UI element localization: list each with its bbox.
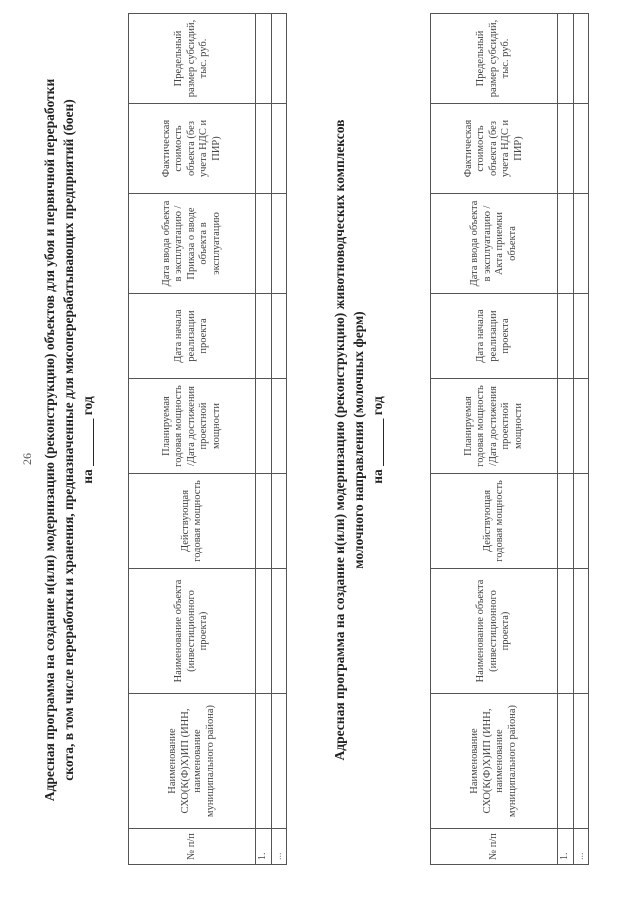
- column-header: Предельный размер субсидий, тыс. руб.: [129, 14, 256, 104]
- section2-title-line3: на _______ год: [370, 396, 385, 484]
- page-number: 26: [20, 453, 34, 465]
- section2-title-line1: Адресная программа на создание и(или) модернизацию (реконструкцию) животноводческих комплексов: [332, 119, 347, 761]
- column-header: Наименование СХО(К(Ф)Х)ИП (ИНН, наименование муниципального района): [431, 694, 558, 829]
- table-row: [256, 14, 272, 865]
- section1-heading: [40, 35, 97, 845]
- column-header: Действующая годовая мощность: [129, 474, 256, 569]
- section2-title-line2: молочного направления (молочных ферм): [351, 311, 366, 569]
- row-number: ...: [573, 829, 589, 865]
- column-header: Фактическая стоимость объекта (без учета НДС и ПИР): [431, 104, 558, 194]
- column-header: Дата ввода объекта в эксплуатацию / Акта приемки объекта: [431, 194, 558, 294]
- column-header: Дата ввода объекта в эксплуатацию /Приказа о вводе объекта в эксплуатацию: [129, 194, 256, 294]
- column-header: Наименование объекта (инвестиционного проекта): [129, 569, 256, 694]
- column-header: Наименование объекта (инвестиционного проекта): [431, 569, 558, 694]
- column-header: Планируемая годовая мощность /Дата достижения проектной мощности: [431, 379, 558, 474]
- row-number: 1.: [558, 829, 574, 865]
- table-header-row: [129, 14, 256, 865]
- column-header: № п/п: [129, 829, 256, 865]
- column-header: Наименование СХО(К(Ф)Х)ИП (ИНН, наименование муниципального района): [129, 694, 256, 829]
- row-number: 1.: [256, 829, 272, 865]
- column-header: Действующая годовая мощность: [431, 474, 558, 569]
- section1-table: [128, 13, 287, 865]
- column-header: Планируемая годовая мощность /Дата достижения проектной мощности: [129, 379, 256, 474]
- table-row: [271, 14, 287, 865]
- row-number: ...: [271, 829, 287, 865]
- table-row: [573, 14, 589, 865]
- column-header: Дата начала реализации проекта: [129, 294, 256, 379]
- column-header: Фактическая стоимость объекта (без учета НДС и ПИР): [129, 104, 256, 194]
- table-header-row: [431, 14, 558, 865]
- column-header: № п/п: [431, 829, 558, 865]
- column-header: Дата начала реализации проекта: [431, 294, 558, 379]
- column-header: Предельный размер субсидий, тыс. руб.: [431, 14, 558, 104]
- section2-table: [430, 13, 589, 865]
- table-row: [558, 14, 574, 865]
- section1-title-line2: скота, в том числе переработки и хранения, предназначенные для мясоперерабатывающих предприятий (боен): [61, 99, 76, 781]
- section1-title-line3: на _______ год: [80, 396, 95, 484]
- section2-heading: [330, 35, 387, 845]
- section1-title-line1: Адресная программа на создание и(или) модернизацию (реконструкцию) объектов для убоя и первичной переработки: [42, 78, 57, 802]
